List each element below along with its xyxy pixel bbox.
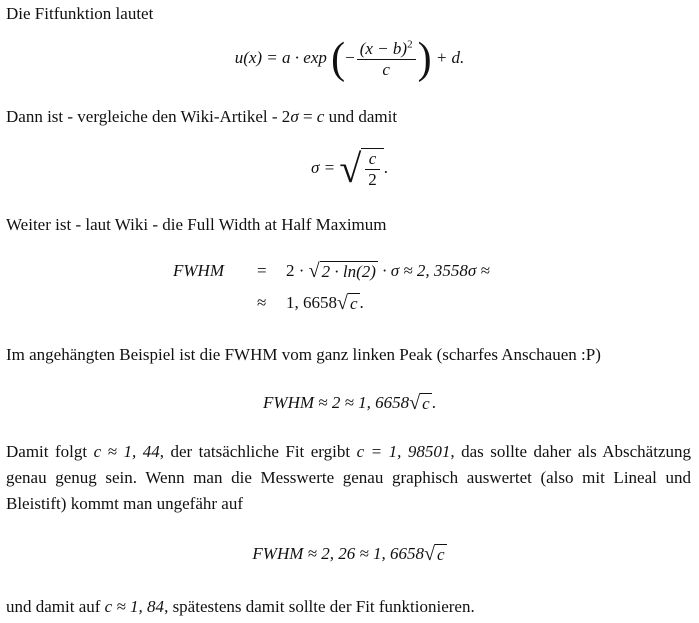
right-paren: )	[417, 34, 432, 84]
square-root	[339, 148, 383, 190]
left-paren: (	[331, 34, 346, 84]
equation-tail: + d.	[435, 47, 465, 67]
equation-fwhm-example	[0, 391, 699, 417]
paragraph-text: Im angehängten Beispiel ist die FWHM vom ganz linken Peak (scharfes Anschauen :P)	[6, 345, 601, 364]
radicand: c	[437, 545, 445, 565]
square-root	[409, 392, 432, 416]
exponent: 2	[407, 37, 413, 50]
equation-tail: .	[431, 393, 436, 412]
fraction-numerator: c	[368, 149, 377, 168]
equals-sign: =	[257, 261, 267, 280]
fraction-numerator	[357, 39, 416, 59]
paragraph-text: Weiter ist - laut Wiki - die Full Width at Half Maximum	[6, 215, 387, 234]
equation-lhs: FWHM ≈ 2, 26 ≈ 1, 6658	[252, 544, 425, 563]
sigma-symbol: σ	[290, 107, 299, 126]
inline-math-2: c = 1, 98501	[356, 442, 451, 461]
fraction	[357, 39, 416, 80]
fraction-denominator: 2	[365, 169, 380, 190]
equation-fwhm-measured	[0, 542, 699, 568]
rhs-suffix: .	[359, 293, 364, 312]
aligned-lhs	[173, 259, 224, 283]
radical-sign: √	[337, 292, 348, 315]
paragraph-result	[6, 439, 691, 517]
paragraph-example	[6, 342, 691, 368]
fraction-denominator: c	[357, 59, 416, 80]
paragraph-text-a: Damit folgt	[6, 442, 94, 461]
paragraph-intro	[6, 1, 691, 27]
equation-lhs: FWHM ≈ 2 ≈ 1, 6658	[263, 393, 410, 412]
radicand: c	[349, 294, 358, 314]
square-root	[424, 543, 447, 567]
paragraph-text-b: und damit	[324, 107, 398, 126]
minus-sign: −	[345, 47, 355, 67]
radical-sign: √	[339, 146, 362, 191]
radicand	[361, 148, 384, 190]
c-variable: c	[316, 107, 325, 126]
fwhm-label: FWHM	[173, 261, 224, 280]
radical-sign: √	[409, 392, 421, 415]
aligned-rhs-2	[286, 291, 364, 316]
paragraph-conclusion	[6, 594, 691, 620]
square-root	[309, 260, 378, 284]
paragraph-sigma-relation	[6, 104, 691, 130]
inline-math: c ≈ 1, 84	[104, 597, 165, 616]
radical-sign: √	[424, 543, 436, 566]
paragraph-text: Die Fitfunktion lautet	[6, 4, 154, 23]
radicand: c	[422, 394, 430, 414]
equation-lhs: σ =	[310, 157, 336, 177]
paragraph-fwhm-intro	[6, 212, 691, 238]
equation-fit-function	[0, 34, 699, 90]
equation-sigma	[0, 148, 699, 196]
aligned-rel-2	[257, 291, 266, 315]
paragraph-text-a: und damit auf	[6, 597, 105, 616]
equation-tail: .	[383, 157, 389, 177]
radicand: 2 · ln(2)	[321, 262, 376, 282]
approx-sign: ≈	[257, 293, 267, 312]
rhs-value: 1, 6658	[286, 293, 337, 312]
aligned-rel-1	[257, 259, 267, 283]
paragraph-text-a: Dann ist - vergleiche den Wiki-Artikel - 2	[6, 107, 291, 126]
inline-math-1: c ≈ 1, 44	[93, 442, 160, 461]
fraction	[365, 149, 380, 190]
paragraph-text-c: , das sollte daher als Abschätzung genau genug sein. Wenn man die Messwerte genau graphisch auswertet (also mit Lineal und Bleistift) kommt man ungefähr auf	[6, 442, 691, 513]
rhs-prefix: 2 ·	[286, 261, 305, 280]
radical-sign: √	[308, 260, 320, 283]
square-root	[337, 292, 360, 316]
paragraph-text-b: , spätestens damit sollte der Fit funktionieren.	[164, 597, 475, 616]
paragraph-text-b: , der tatsächliche Fit ergibt	[159, 442, 357, 461]
equation-lhs: u(x) = a · exp	[234, 47, 327, 67]
equation-fwhm-aligned	[0, 259, 699, 319]
rhs-suffix: · σ ≈ 2, 3558σ ≈	[382, 261, 490, 280]
equals-sign: =	[298, 107, 317, 126]
numerator-text: (x − b)	[359, 38, 408, 58]
aligned-rhs-1	[286, 259, 490, 284]
